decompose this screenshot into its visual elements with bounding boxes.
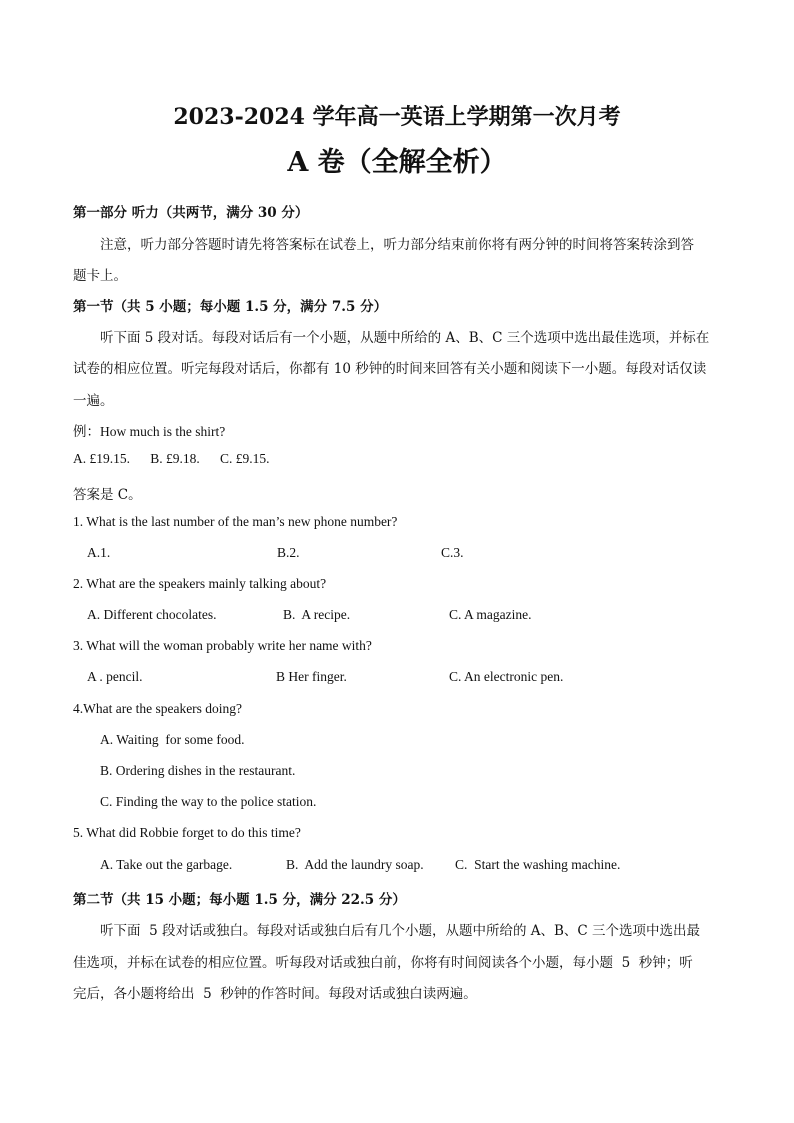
question-2-option-a: A. Different chocolates. bbox=[87, 607, 217, 622]
example-options: A. £19.15. B. £9.18. C. £9.15. bbox=[73, 451, 270, 466]
example-question: 例：How much is the shirt? bbox=[73, 424, 226, 439]
question-2-option-b: B. A recipe. bbox=[283, 607, 351, 622]
section2-heading: 第二节（共 15 小题；每小题 1.5 分，满分 22.5 分） bbox=[73, 892, 406, 908]
section2-instr-line3: 完后，各小题将给出 5 秒钟的作答时间。每段对话或独白读两遍。 bbox=[73, 986, 477, 1002]
question-4-option-b: B. Ordering dishes in the restaurant. bbox=[100, 763, 296, 778]
example-answer: 答案是 C。 bbox=[73, 487, 142, 503]
section1-heading: 第一节（共 5 小题；每小题 1.5 分，满分 7.5 分） bbox=[73, 299, 388, 315]
question-1-option-c: C.3. bbox=[441, 545, 464, 560]
section2-instr-line2: 佳选项，并标在试卷的相应位置。听每段对话或独白前，你将有时间阅读各个小题，每小题 5 秒钟；听 bbox=[73, 955, 693, 971]
question-5-option-b: B. Add the laundry soap. bbox=[286, 857, 424, 872]
question-4-option-c: C. Finding the way to the police station. bbox=[100, 794, 317, 809]
question-2-text: 2. What are the speakers mainly talking about? bbox=[73, 576, 327, 591]
part1-note-line2: 题卡上。 bbox=[73, 268, 127, 284]
question-1-text: 1. What is the last number of the man’s new phone number? bbox=[73, 514, 398, 529]
question-5-text: 5. What did Robbie forget to do this time? bbox=[73, 825, 301, 840]
question-4-option-a: A. Waiting for some food. bbox=[100, 732, 245, 747]
document-subtitle: A 卷（全解全析） bbox=[287, 147, 507, 178]
question-3-text: 3. What will the woman probably write her name with? bbox=[73, 638, 372, 653]
question-3-option-a: A . pencil. bbox=[87, 669, 143, 684]
part1-note-line1: 注意，听力部分答题时请先将答案标在试卷上，听力部分结束前你将有两分钟的时间将答案转涂到答 bbox=[100, 237, 694, 253]
section1-instr-line1: 听下面 5 段对话。每段对话后有一个小题，从题中所给的 A、B、C 三个选项中选出最佳选项，并标在 bbox=[100, 330, 710, 346]
question-5-option-a: A. Take out the garbage. bbox=[100, 857, 233, 872]
section1-instr-line2: 试卷的相应位置。听完每段对话后，你都有 10 秒钟的时间来回答有关小题和阅读下一小题。每段对话仅读 bbox=[73, 361, 707, 377]
section1-instr-line3: 一遍。 bbox=[73, 393, 114, 409]
question-1-option-b: B.2. bbox=[277, 545, 300, 560]
question-1-option-a: A.1. bbox=[87, 545, 111, 560]
part1-heading: 第一部分 听力（共两节，满分 30 分） bbox=[73, 205, 309, 221]
question-3-option-c: C. An electronic pen. bbox=[449, 669, 564, 684]
question-4-text: 4.What are the speakers doing? bbox=[73, 701, 243, 716]
question-3-option-b: B Her finger. bbox=[276, 669, 347, 684]
section2-instr-line1: 听下面 5 段对话或独白。每段对话或独白后有几个小题，从题中所给的 A、B、C 三个选项中选出最 bbox=[100, 923, 701, 939]
question-2-option-c: C. A magazine. bbox=[449, 607, 532, 622]
question-5-option-c: C. Start the washing machine. bbox=[455, 857, 621, 872]
document-title: 2023-2024 学年高一英语上学期第一次月考 bbox=[173, 104, 621, 130]
